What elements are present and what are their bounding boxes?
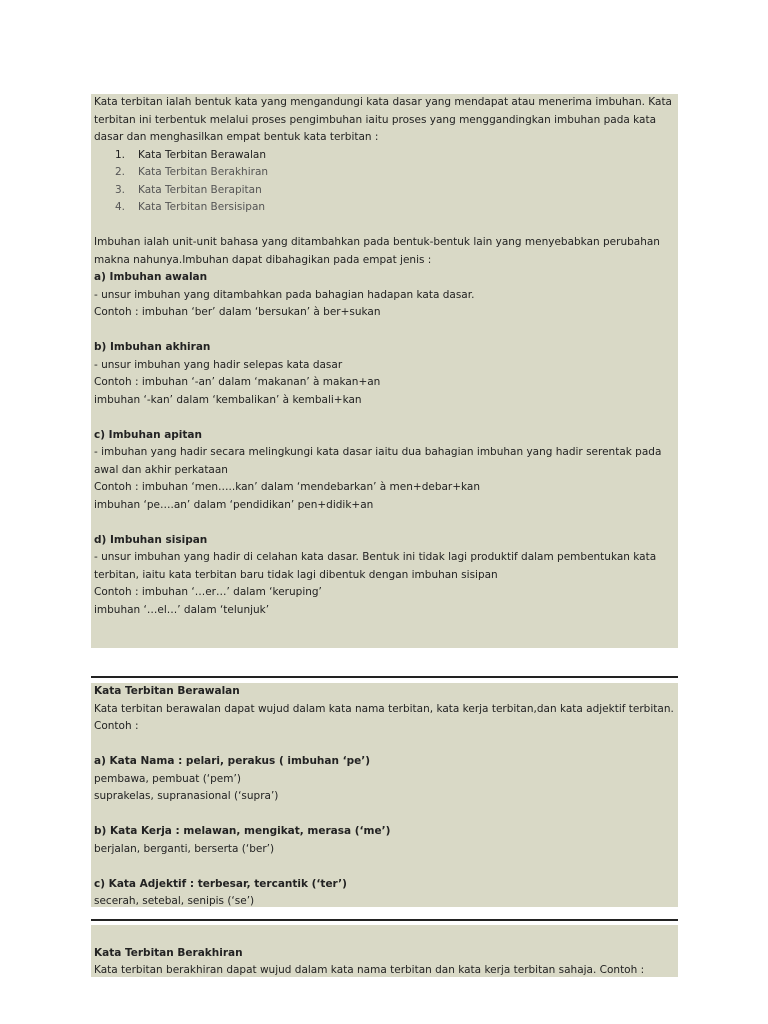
section-imbuhan-panel [91, 94, 678, 648]
text-line: terbitan, iaitu kata terbitan baru tidak lagi dibentuk dengan imbuhan sisipan [94, 568, 498, 581]
section-title: Kata Terbitan Berawalan [94, 685, 240, 697]
text-line: - unsur imbuhan yang hadir di celahan kata dasar. Bentuk ini tidak lagi produktif dalam pembentukan kata [94, 551, 657, 563]
text-line: Contoh : imbuhan ‘men…..kan’ dalam ‘mendebarkan’ à men+debar+kan [94, 481, 481, 493]
list-item: 3. Kata Terbitan Berapitan [114, 183, 262, 196]
text-line: - imbuhan yang hadir secara melingkungi kata dasar iaitu dua bahagian imbuhan yang hadir serentak pada [94, 446, 662, 458]
text-line: - unsur imbuhan yang ditambahkan pada bahagian hadapan kata dasar. [94, 288, 475, 301]
intro-line: dasar dan menghasilkan empat bentuk kata terbitan : [94, 131, 379, 143]
text-line: imbuhan ‘…el…’ dalam ‘telunjuk’ [94, 603, 270, 616]
text-line: pembawa, pembuat (‘pem’) [94, 772, 241, 785]
imbuhan-intro-line: Imbuhan ialah unit-unit bahasa yang ditambahkan pada bentuk-bentuk lain yang menyebabkan perubahan [94, 236, 660, 248]
imbuhan-apitan-heading: c) Imbuhan apitan [94, 428, 202, 441]
kata-terbitan-list [103, 147, 675, 217]
section-berawalan-panel [91, 683, 678, 907]
kata-kerja-heading: b) Kata Kerja : melawan, mengikat, merasa (‘me’) [94, 825, 391, 837]
text-line: suprakelas, supranasional (‘supra’) [94, 790, 279, 802]
text-line: imbuhan ‘pe….an’ dalam ‘pendidikan’ pen+didik+an [94, 498, 374, 511]
text-line: Contoh : imbuhan ‘…er…’ dalam ‘keruping’ [94, 586, 322, 598]
text-line: - unsur imbuhan yang hadir selepas kata dasar [94, 358, 343, 371]
text-line: berjalan, berganti, berserta (‘ber’) [94, 842, 275, 855]
imbuhan-intro-line: makna nahunya.Imbuhan dapat dibahagikan pada empat jenis : [94, 253, 432, 266]
text-line: Contoh : imbuhan ‘ber’ dalam ‘bersukan’ à ber+sukan [94, 306, 381, 318]
horizontal-rule [91, 676, 678, 678]
section-berakhiran-panel [91, 925, 678, 977]
intro-line: terbitan ini terbentuk melalui proses pengimbuhan iaitu proses yang menggandingkan imbuhan pada kata [94, 113, 657, 126]
list-item: 2. Kata Terbitan Berakhiran [114, 166, 269, 178]
imbuhan-sisipan-heading: d) Imbuhan sisipan [94, 533, 208, 546]
kata-nama-heading: a) Kata Nama : pelari, perakus ( imbuhan ‘pe’) [94, 755, 371, 767]
text-line: Kata terbitan berakhiran dapat wujud dalam kata nama terbitan dan kata kerja terbitan sahaja. Contoh : [94, 963, 645, 976]
intro-line: Kata terbitan ialah bentuk kata yang mengandungi kata dasar yang mendapat atau menerima imbuhan. Kata [94, 96, 672, 108]
imbuhan-awalan-heading: a) Imbuhan awalan [94, 271, 208, 283]
text-line: imbuhan ‘-kan’ dalam ‘kembalikan’ à kembali+kan [94, 393, 362, 406]
text-line: Contoh : [94, 720, 139, 732]
text-line: Kata terbitan berawalan dapat wujud dalam kata nama terbitan, kata kerja terbitan,dan kata adjektif terbitan. [94, 702, 674, 715]
text-line: Contoh : imbuhan ‘-an’ dalam ‘makanan’ à makan+an [94, 376, 381, 388]
horizontal-rule [91, 919, 678, 921]
section-title: Kata Terbitan Berakhiran [94, 947, 243, 959]
kata-adjektif-heading: c) Kata Adjektif : terbesar, tercantik (‘ter’) [94, 877, 347, 890]
text-line: awal dan akhir perkataan [94, 463, 228, 476]
list-item: 1. Kata Terbitan Berawalan [114, 148, 266, 161]
text-line: secerah, setebal, senipis (‘se’) [94, 895, 255, 907]
list-item: 4. Kata Terbitan Bersisipan [114, 201, 266, 213]
imbuhan-akhiran-heading: b) Imbuhan akhiran [94, 341, 211, 353]
